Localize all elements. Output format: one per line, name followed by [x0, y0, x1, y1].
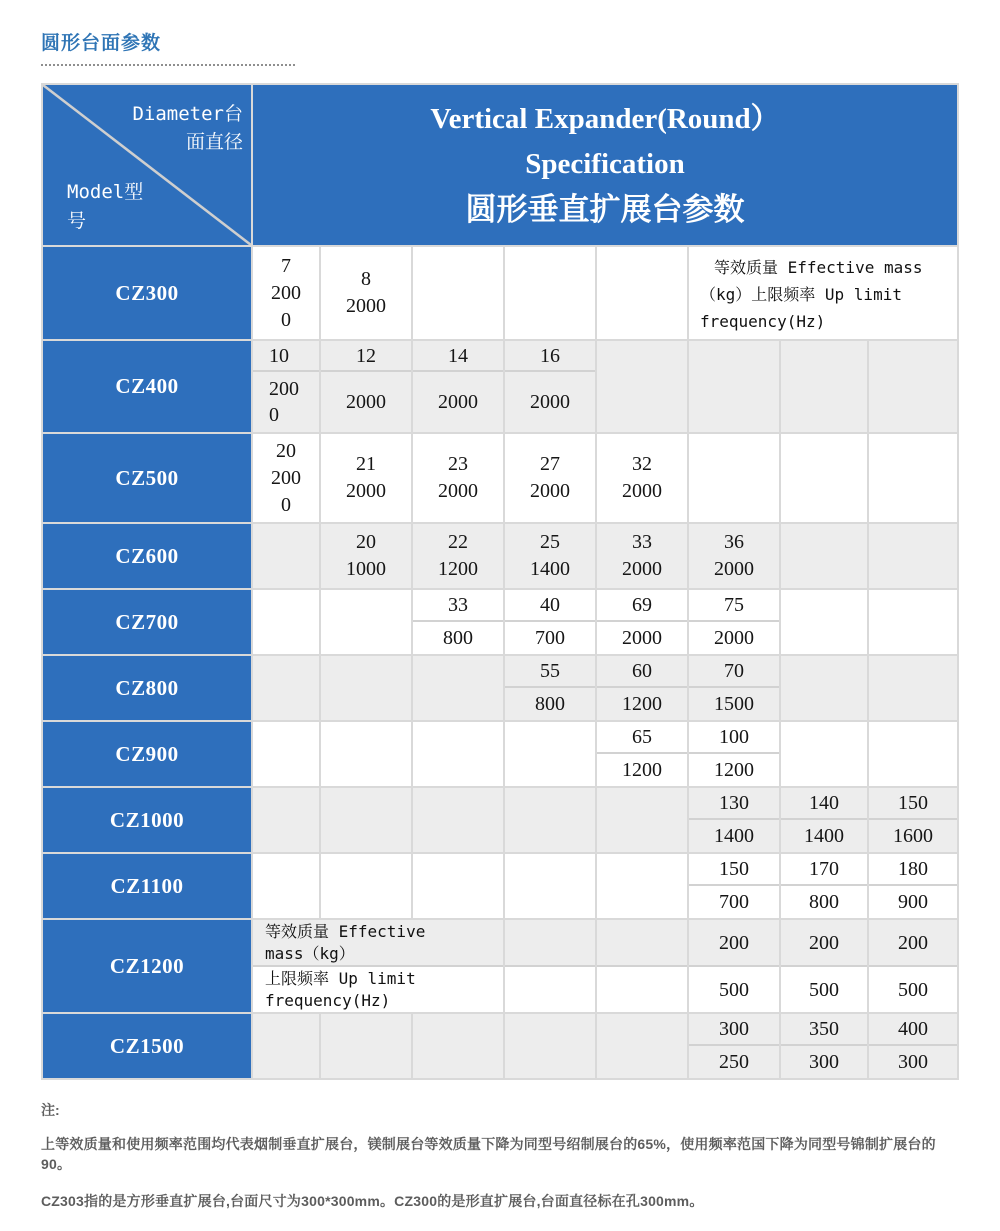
mass-half	[689, 788, 779, 818]
freq-value: 700	[719, 891, 749, 914]
freq-half	[597, 965, 687, 1012]
model-cell-CZ1200: CZ1200	[43, 920, 251, 1012]
mass-value: 33	[448, 594, 468, 617]
empty-cell-CZ900-c1	[253, 722, 319, 786]
value-cell-CZ600-c6	[689, 524, 779, 588]
freq-value: 1000	[346, 558, 386, 580]
mass-half	[689, 920, 779, 965]
freq-half	[321, 370, 411, 432]
value-cell-CZ900-c5	[597, 722, 687, 786]
value-cell-CZ600-c3	[413, 524, 503, 588]
freq-half	[413, 370, 503, 432]
mass-value: 8	[361, 268, 371, 290]
mass-value: 20	[276, 439, 296, 462]
freq-value: 800	[535, 693, 565, 716]
freq-value: 2000	[438, 391, 478, 414]
freq-value: 900	[898, 891, 928, 914]
empty-cell-CZ600-c1	[253, 524, 319, 588]
freq-value: 1400	[804, 825, 844, 848]
empty-cell-CZ700-c7	[781, 590, 867, 654]
mass-half	[597, 920, 687, 965]
mass-value: 200	[898, 931, 928, 954]
freq-value: 1500	[714, 693, 754, 716]
diameter-header-label: Diameter台面直径	[132, 103, 243, 153]
freq-half	[597, 620, 687, 654]
empty-cell-CZ300-c4	[505, 247, 595, 339]
empty-cell-CZ1100-c2	[321, 854, 411, 918]
freq-value: 1200	[714, 759, 754, 782]
mass-half	[505, 656, 595, 686]
freq-half	[781, 818, 867, 852]
freq-value: 800	[443, 627, 473, 650]
value-cell-CZ400-c3	[413, 341, 503, 432]
freq-row-label: 上限频率 Up limit frequency(Hz)	[253, 965, 503, 1012]
freq-value: 500	[719, 978, 749, 1001]
mass-value: 200	[719, 931, 749, 954]
mass-row-label: 等效质量 Effective mass（kg）	[253, 920, 503, 965]
value-cell-CZ1100-c8	[869, 854, 957, 918]
empty-cell-CZ300-c3	[413, 247, 503, 339]
mass-half	[597, 656, 687, 686]
freq-value: 250	[719, 1051, 749, 1074]
mass-half	[321, 341, 411, 370]
mass-half	[781, 920, 867, 965]
value-cell-CZ500-c1	[253, 434, 319, 522]
value-cell-CZ700-c5	[597, 590, 687, 654]
model-cell-CZ600: CZ600	[43, 524, 251, 588]
mass-half	[869, 788, 957, 818]
freq-half	[781, 1044, 867, 1078]
empty-cell-CZ900-c2	[321, 722, 411, 786]
freq-value: 1200	[438, 558, 478, 580]
mass-value: 40	[540, 594, 560, 617]
empty-cell-CZ900-c7	[781, 722, 867, 786]
footnote-line-2: CZ303指的是方形垂直扩展台,台面尺寸为300*300mm。CZ300的是形直扩展台,台面直径标在孔300mm。	[41, 1193, 704, 1209]
title-underline	[41, 64, 295, 66]
value-cell-CZ300-c1	[253, 247, 319, 339]
value-cell-CZ600-c5	[597, 524, 687, 588]
freq-half	[413, 620, 503, 654]
mass-value: 100	[719, 726, 749, 749]
freq-value: 2000	[714, 627, 754, 650]
effective-mass-note-cell: 等效质量 Effective mass（kg）上限频率 Up limit frequency(Hz)	[689, 247, 957, 339]
freq-half	[597, 752, 687, 786]
value-cell-CZ800-c6	[689, 656, 779, 720]
mass-value: 55	[540, 660, 560, 683]
freq-value: 300	[809, 1051, 839, 1074]
freq-half	[689, 686, 779, 720]
mass-value: 200	[809, 931, 839, 954]
model-header-label: Model型号	[67, 181, 144, 232]
freq-value: 2000	[346, 295, 386, 317]
model-cell-CZ700: CZ700	[43, 590, 251, 654]
mass-value: 10	[269, 344, 289, 367]
freq-value: 2000	[530, 480, 570, 502]
value-cell-CZ400-c1	[253, 341, 319, 432]
model-cell-CZ1000: CZ1000	[43, 788, 251, 852]
freq-value: 2000	[271, 466, 301, 516]
empty-cell-CZ900-c8	[869, 722, 957, 786]
freq-half	[869, 1044, 957, 1078]
freq-value: 1400	[530, 558, 570, 580]
value-cell-CZ500-c2	[321, 434, 411, 522]
freq-value: 2000	[622, 558, 662, 580]
value-cell-CZ500-c4	[505, 434, 595, 522]
value-cell-CZ800-c5	[597, 656, 687, 720]
value-cell-CZ300-c2	[321, 247, 411, 339]
freq-value: 2000	[271, 281, 301, 331]
empty-cell-CZ400-c5	[597, 341, 687, 432]
mass-half	[689, 656, 779, 686]
empty-cell-CZ600-c7	[781, 524, 867, 588]
mass-value: 32	[632, 453, 652, 475]
mass-value: 140	[809, 792, 839, 815]
value-cell-CZ900-c6	[689, 722, 779, 786]
empty-cell-CZ400-c7	[781, 341, 867, 432]
freq-half	[253, 370, 319, 432]
freq-half	[505, 620, 595, 654]
mass-half	[413, 341, 503, 370]
value-cell-CZ500-c3	[413, 434, 503, 522]
mass-value: 75	[724, 594, 744, 617]
mass-half	[689, 590, 779, 620]
freq-half	[869, 884, 957, 918]
model-cell-CZ900: CZ900	[43, 722, 251, 786]
value-cell-CZ700-c4	[505, 590, 595, 654]
mass-value: 300	[719, 1018, 749, 1041]
freq-half	[597, 686, 687, 720]
mass-value: 7	[281, 254, 291, 277]
empty-cell-CZ800-c7	[781, 656, 867, 720]
empty-cell-CZ1500-c3	[413, 1014, 503, 1078]
corner-header-cell	[43, 85, 251, 245]
empty-cell-CZ1500-c1	[253, 1014, 319, 1078]
mass-half	[869, 920, 957, 965]
empty-cell-CZ500-c6	[689, 434, 779, 522]
empty-cell-CZ500-c8	[869, 434, 957, 522]
mass-half	[413, 590, 503, 620]
value-cell-CZ1100-c7	[781, 854, 867, 918]
empty-cell-CZ800-c8	[869, 656, 957, 720]
freq-value: 2000	[346, 480, 386, 502]
mass-value: 65	[632, 726, 652, 749]
empty-cell-CZ400-c8	[869, 341, 957, 432]
empty-cell-CZ1500-c5	[597, 1014, 687, 1078]
mass-value: 150	[719, 858, 749, 881]
mass-value: 36	[724, 531, 744, 553]
value-cell-CZ700-c6	[689, 590, 779, 654]
mass-half	[505, 341, 595, 370]
freq-value: 2000	[530, 391, 570, 414]
model-cell-CZ1500: CZ1500	[43, 1014, 251, 1078]
mass-half	[869, 1014, 957, 1044]
empty-cell-CZ900-c4	[505, 722, 595, 786]
empty-cell-CZ400-c6	[689, 341, 779, 432]
mass-value: 25	[540, 531, 560, 553]
empty-cell-CZ700-c1	[253, 590, 319, 654]
freq-half	[781, 965, 867, 1012]
mass-half	[781, 788, 867, 818]
freq-half	[505, 686, 595, 720]
value-cell-CZ500-c5	[597, 434, 687, 522]
table-title-en-line2: Specification	[525, 148, 685, 180]
mass-half	[781, 1014, 867, 1044]
mass-half	[597, 722, 687, 752]
mass-value: 180	[898, 858, 928, 881]
mass-value: 150	[898, 792, 928, 815]
mass-value: 69	[632, 594, 652, 617]
mass-value: 14	[448, 344, 468, 367]
freq-half	[505, 965, 595, 1012]
empty-cell-CZ1000-c4	[505, 788, 595, 852]
value-cell-CZ400-c2	[321, 341, 411, 432]
mass-value: 12	[356, 344, 376, 367]
empty-cell-CZ1100-c4	[505, 854, 595, 918]
mass-value: 20	[356, 531, 376, 553]
empty-cell-CZ1500-c2	[321, 1014, 411, 1078]
value-cell-CZ1000-c8	[869, 788, 957, 852]
freq-half	[689, 884, 779, 918]
value-cell-CZ1200-c7	[781, 920, 867, 1012]
mass-value: 350	[809, 1018, 839, 1041]
mass-value: 23	[448, 453, 468, 475]
table-title-cell	[253, 85, 957, 245]
freq-half	[505, 370, 595, 432]
mass-value: 33	[632, 531, 652, 553]
mass-value: 16	[540, 344, 560, 367]
mass-value: 22	[448, 531, 468, 553]
value-cell-CZ1500-c7	[781, 1014, 867, 1078]
value-cell-CZ1000-c6	[689, 788, 779, 852]
freq-half	[689, 752, 779, 786]
freq-value: 300	[898, 1051, 928, 1074]
value-cell-CZ1200-c8	[869, 920, 957, 1012]
empty-cell-CZ700-c8	[869, 590, 957, 654]
empty-cell-CZ1500-c4	[505, 1014, 595, 1078]
empty-cell-CZ1100-c3	[413, 854, 503, 918]
value-cell-CZ1000-c7	[781, 788, 867, 852]
empty-cell-CZ1100-c1	[253, 854, 319, 918]
value-cell-CZ1200-c6	[689, 920, 779, 1012]
empty-cell-CZ900-c3	[413, 722, 503, 786]
freq-value: 1400	[714, 825, 754, 848]
mass-value: 130	[719, 792, 749, 815]
footnotes	[41, 1100, 959, 1211]
mass-half	[505, 590, 595, 620]
freq-value: 2000	[269, 378, 299, 427]
model-cell-CZ500: CZ500	[43, 434, 251, 522]
value-cell-CZ1500-c8	[869, 1014, 957, 1078]
value-cell-CZ600-c2	[321, 524, 411, 588]
freq-value: 700	[535, 627, 565, 650]
empty-cell-CZ600-c8	[869, 524, 957, 588]
mass-half	[689, 1014, 779, 1044]
value-cell-CZ600-c4	[505, 524, 595, 588]
freq-value: 500	[898, 978, 928, 1001]
mass-value: 27	[540, 453, 560, 475]
mass-half	[253, 341, 319, 370]
value-cell-CZ1500-c6	[689, 1014, 779, 1078]
freq-value: 2000	[714, 558, 754, 580]
table-title-en-line1: Vertical Expander(Round）	[430, 103, 780, 135]
model-cell-CZ1100: CZ1100	[43, 854, 251, 918]
freq-half	[869, 965, 957, 1012]
value-cell-CZ800-c4	[505, 656, 595, 720]
empty-cell-CZ700-c2	[321, 590, 411, 654]
value-cell-CZ700-c3	[413, 590, 503, 654]
freq-value: 800	[809, 891, 839, 914]
empty-cell-CZ300-c5	[597, 247, 687, 339]
freq-half	[869, 818, 957, 852]
empty-cell-CZ1000-c5	[597, 788, 687, 852]
freq-half	[689, 965, 779, 1012]
freq-value: 1200	[622, 693, 662, 716]
freq-value: 500	[809, 978, 839, 1001]
freq-value: 1600	[893, 825, 933, 848]
freq-value: 2000	[438, 480, 478, 502]
mass-half	[597, 590, 687, 620]
mass-half	[869, 854, 957, 884]
freq-half	[689, 1044, 779, 1078]
empty-cell-CZ1000-c3	[413, 788, 503, 852]
empty-cell-CZ1000-c1	[253, 788, 319, 852]
empty-cell-CZ800-c1	[253, 656, 319, 720]
value-cell-CZ1100-c6	[689, 854, 779, 918]
mass-half	[689, 722, 779, 752]
freq-value: 1200	[622, 759, 662, 782]
mass-value: 400	[898, 1018, 928, 1041]
value-cell-CZ1200-c5	[597, 920, 687, 1012]
freq-value: 2000	[622, 480, 662, 502]
footnote-label: 注:	[41, 1102, 60, 1118]
model-cell-CZ800: CZ800	[43, 656, 251, 720]
spec-table	[41, 83, 959, 1080]
empty-cell-CZ500-c7	[781, 434, 867, 522]
freq-value: 2000	[346, 391, 386, 414]
empty-cell-CZ1100-c5	[597, 854, 687, 918]
mass-value: 170	[809, 858, 839, 881]
mass-value: 21	[356, 453, 376, 475]
freq-value: 2000	[622, 627, 662, 650]
row-labels-cell	[253, 920, 503, 1012]
freq-half	[781, 884, 867, 918]
empty-cell-CZ1000-c2	[321, 788, 411, 852]
mass-half	[781, 854, 867, 884]
model-cell-CZ300: CZ300	[43, 247, 251, 339]
mass-half	[689, 854, 779, 884]
value-cell-CZ1200-c4	[505, 920, 595, 1012]
model-cell-CZ400: CZ400	[43, 341, 251, 432]
value-cell-CZ400-c4	[505, 341, 595, 432]
table-title-zh: 圆形垂直扩展台参数	[465, 192, 745, 227]
mass-value: 70	[724, 660, 744, 683]
page-title: 圆形台面参数	[41, 33, 162, 54]
mass-half	[505, 920, 595, 965]
empty-cell-CZ800-c3	[413, 656, 503, 720]
freq-half	[689, 818, 779, 852]
mass-value: 60	[632, 660, 652, 683]
freq-half	[689, 620, 779, 654]
empty-cell-CZ800-c2	[321, 656, 411, 720]
footnote-line-1: 上等效质量和使用频率范围均代表烟制垂直扩展台，镁制展台等效质量下降为同型号绍制展台的65%，使用频率范国下降为同型号锦制扩展台的90。	[41, 1136, 936, 1172]
